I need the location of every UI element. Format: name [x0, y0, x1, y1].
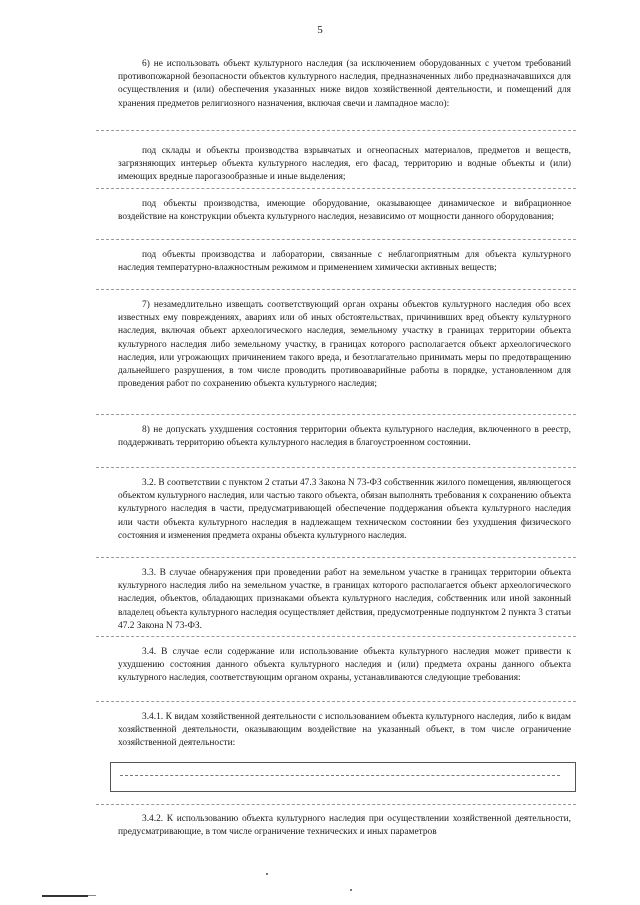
page-number: 5: [317, 24, 323, 36]
separator: [96, 188, 576, 189]
separator: [96, 804, 576, 805]
scan-speck: [266, 873, 268, 875]
empty-table-box: [110, 762, 576, 792]
paragraph-3-4-2: 3.4.2. К использованию объекта культурного наследия при осуществлении хозяйственной деятельности, предусматривающие, в том числе ограничение технических и иных параметров: [118, 814, 571, 838]
paragraph-production-equipment: под объекты производства, имеющие оборудование, оказывающее динамическое и вибрационное воздействие на конструкции объекта культурного наследия, независимо от мощности данного оборудования;: [118, 199, 571, 223]
separator: [96, 636, 576, 637]
footer-mark: [88, 895, 96, 896]
separator: [96, 557, 576, 558]
scan-speck: [350, 889, 352, 891]
separator: [96, 414, 576, 415]
paragraph-3-2: 3.2. В соответствии с пунктом 2 статьи 47.3 Закона N 73-ФЗ собственник жилого помещения, являющегося объектом культурного наследия, или частью такого объекта, обязан выполнять требования к сохранению объекта культурного наследия в части, предусматривающей обеспечение поддержания объекта культурного наследия или части объекта культурного наследия в надлежащем техническом состоянии без ухудшения физического состояния и изменения предмета охраны объекта культурного наследия.: [118, 478, 571, 541]
separator: [96, 130, 576, 131]
paragraph-3-4-1: 3.4.1. К видам хозяйственной деятельности с использованием объекта культурного наследия, либо к видам хозяйственной деятельности, оказывающим воздействие на указанный объект, в том числе ограничение хозяйственной деятельности:: [118, 712, 571, 749]
paragraph-item-7: 7) незамедлительно извещать соответствующий орган охраны объектов культурного наследия обо всех известных ему повреждениях, авариях или об иных обстоятельствах, причинивших вред объекту культурного наследия, включая объект археологического наследия, земельному участку в границах территории объекта культурного наследия либо земельному участку, в границах которого располагается объект археологического наследия, или угрожающих причинением такого вреда, и безотлагательно принимать меры по предотвращению дальнейшего разрушения, в том числе проводить противоаварийные работы в порядке, установленном для проведения работ по сохранению объекта культурного наследия;: [118, 300, 571, 390]
table-dashed-line: [120, 775, 560, 776]
paragraph-3-4: 3.4. В случае если содержание или использование объекта культурного наследия может привести к ухудшению состояния данного объекта культурного наследия и (или) предмета охраны данного объекта культурного наследия, соответствующим органом охраны, устанавливаются следующие требования:: [118, 647, 571, 684]
paragraph-warehouses: под склады и объекты производства взрывчатых и огнеопасных материалов, предметов и веществ, загрязняющих интерьер объекта культурного наследия, его фасад, территорию и водные объекты и (или) имеющих вредные парогазообразные и иные выделения;: [118, 146, 571, 183]
paragraph-laboratories: под объекты производства и лаборатории, связанные с неблагоприятным для объекта культурного наследия температурно-влажностным режимом и применением химически активных веществ;: [118, 250, 571, 274]
paragraph-item-6: 6) не использовать объект культурного наследия (за исключением оборудованных с учетом требований противопожарной безопасности объектов культурного наследия, предназначенных либо предназначавшихся для осуществления и (или) обеспечения указанных ниже видов хозяйственной деятельности, и помещений для хранения предметов религиозного назначения, включая свечи и лампадное масло):: [118, 59, 571, 109]
separator: [96, 289, 576, 290]
paragraph-3-3: 3.3. В случае обнаружения при проведении работ на земельном участке в границах территории объекта культурного наследия либо на земельном участке, в границах которого располагается объект археологического наследия, объектов, обладающих признаками объекта культурного наследия, собственник или иной законный владелец объекта культурного наследия осуществляет действия, предусмотренные подпунктом 2 пункта 3 статьи 47.2 Закона N 73-ФЗ.: [118, 568, 571, 631]
separator: [96, 701, 576, 702]
footer-mark: [42, 895, 88, 897]
separator: [96, 467, 576, 468]
separator: [96, 239, 576, 240]
paragraph-item-8: 8) не допускать ухудшения состояния территории объекта культурного наследия, включенного в реестр, поддерживать территорию объекта культурного наследия в благоустроенном состоянии.: [118, 425, 571, 449]
